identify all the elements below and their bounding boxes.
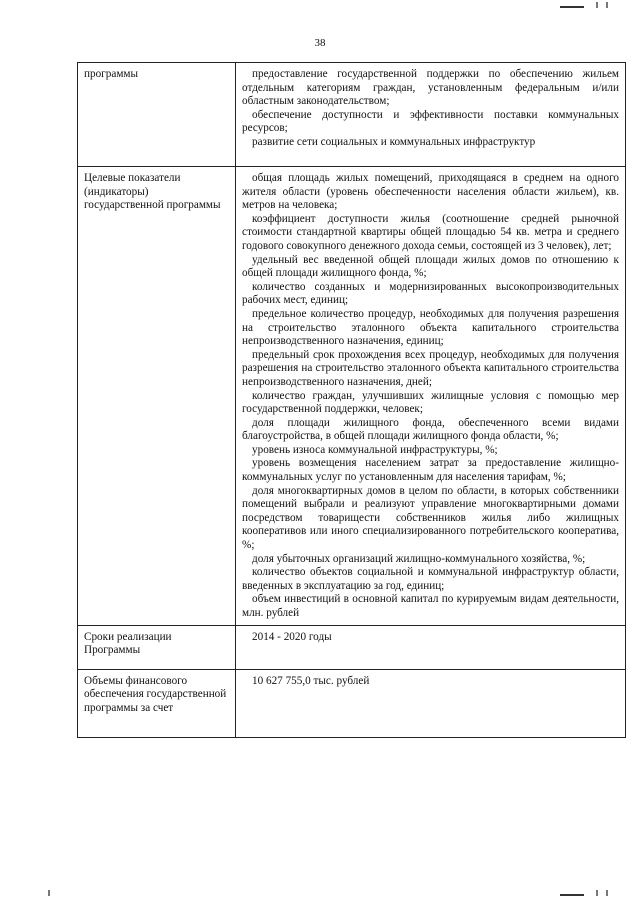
row-content — [236, 167, 626, 626]
list-item: предоставление государственной поддержки по обеспечению жильем отдельным категориям граждан, установленным федеральным и/или областным законодательством; — [242, 68, 619, 108]
row-content — [236, 669, 626, 737]
row-label: Объемы финансового обеспечения государственной программы за счет — [78, 669, 236, 737]
page-number: 38 — [314, 37, 326, 49]
list-item: коэффициент доступности жилья (соотношение средней рыночной стоимости стандартной квартиры общей площадью 54 кв. метра и среднего годового совокупного денежного дохода семьи, состоящей из 3 человек), лет; — [242, 212, 619, 252]
list-item: уровень износа коммунальной инфраструктуры, %; — [252, 443, 498, 456]
list-item: объем инвестиций в основной капитал по курируемым видам деятельности, млн. рублей — [242, 593, 619, 619]
row-content — [236, 63, 626, 167]
scan-mark — [606, 890, 608, 896]
row-label: Целевые показатели (индикаторы) государственной программы — [78, 167, 236, 626]
scan-mark — [48, 890, 50, 896]
table-row — [78, 167, 626, 626]
list-item: количество созданных и модернизированных высокопроизводительных рабочих мест, единиц; — [242, 280, 619, 307]
list-item: количество объектов социальной и коммунальной инфраструктур области, введенных в эксплуатацию за год, единиц; — [242, 566, 619, 592]
list-item: общая площадь жилых помещений, приходящаяся в среднем на одного жителя области (уровень обеспеченности населения области жильем), кв. метров на человека; — [242, 172, 619, 212]
list-item: предельный срок прохождения всех процедур, необходимых для получения разрешения на строительство эталонного объекта капитального строительства непроизводственного назначения, дней; — [242, 348, 619, 388]
row-content — [236, 625, 626, 669]
scan-mark — [596, 890, 598, 896]
scan-mark — [560, 6, 584, 8]
scan-mark — [596, 2, 598, 8]
list-item: количество граждан, улучшивших жилищные условия с помощью мер государственной поддержки, человек; — [242, 389, 619, 416]
list-item: доля убыточных организаций жилищно-коммунального хозяйства, %; — [252, 552, 586, 565]
list-item: удельный вес введенной общей площади жилых домов по отношению к общей площади жилищного фонда, %; — [242, 253, 619, 280]
list-item: доля многоквартирных домов в целом по области, в которых собственники помещений выбрали и реализуют управление многоквартирными домами посредством товарищести собственников жилья либо жилищных кооперативов или иного специализированного потребительского кооператива, %; — [242, 484, 619, 552]
list-item: уровень возмещения населением затрат за предоставление жилищно-коммунальных услуг по установленным для населения тарифам, %; — [242, 457, 619, 484]
scan-mark — [606, 2, 608, 8]
list-item: предельное количество процедур, необходимых для получения разрешения на строительство эталонного объекта капитального строительства непроизводственного назначения, единиц; — [242, 307, 619, 348]
table-row — [78, 669, 626, 737]
scan-mark — [560, 894, 584, 896]
table-row — [78, 625, 626, 669]
passport-table — [77, 62, 626, 738]
list-item: доля площади жилищного фонда, обеспеченного всеми видами благоустройства, в общей площади жилищного фонда области, %; — [242, 416, 619, 443]
list-item: 2014 - 2020 годы — [252, 630, 332, 643]
table-row — [78, 63, 626, 167]
list-item: развитие сети социальных и коммунальных инфраструктур — [252, 135, 536, 148]
list-item: обеспечение доступности и эффективности поставки коммунальных ресурсов; — [242, 108, 619, 135]
list-item: 10 627 755,0 тыс. рублей — [252, 674, 370, 687]
row-label: программы — [78, 63, 236, 167]
row-label: Сроки реализации Программы — [78, 625, 236, 669]
